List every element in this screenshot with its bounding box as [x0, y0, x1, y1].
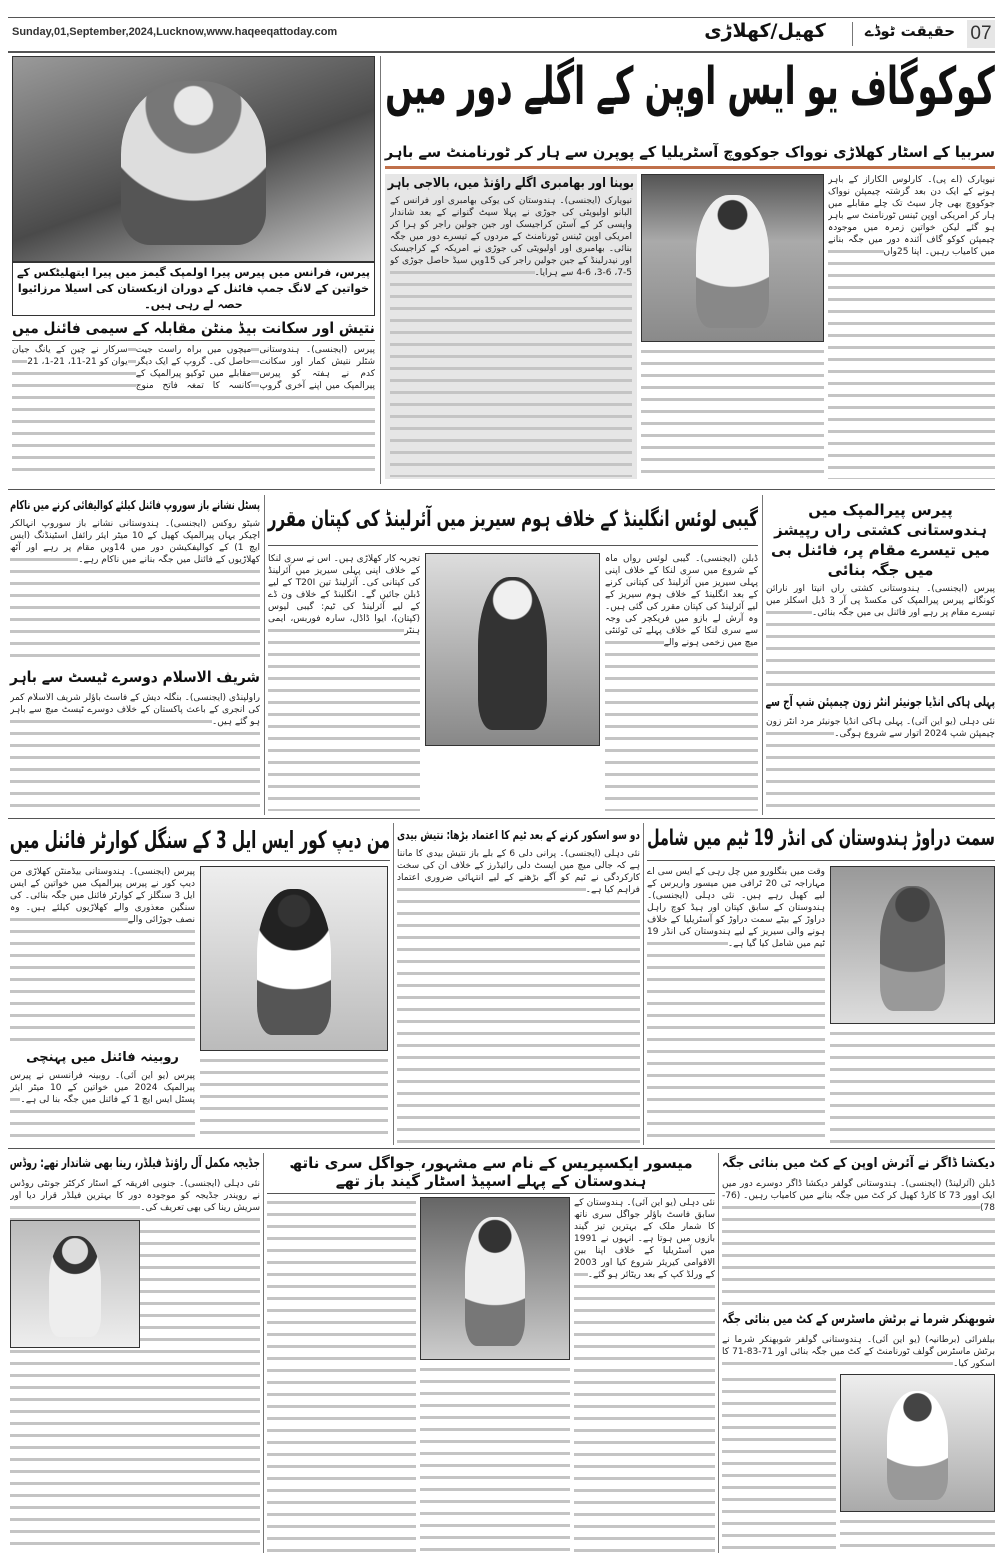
- shubhankar-photo: [840, 1374, 995, 1512]
- lead-headline: کوکوگاف یو ایس اوپن کے اگلے دور میں: [385, 57, 995, 117]
- article-text: نیویارک (اے پی)۔ کارلوس الکاراز کے باہر ہونے کے ایک دن بعد گزشتہ چیمپئن نوواک جوکووچ بھی چار سیٹ تک چلے مقابلے میں ہار کر امریکی اوپن ٹینس ٹورنامنٹ سے باہر ہو گئے لیکن خواتین زمرہ میں موجودہ چیمپئن کوکو گاف آئندہ دور میں جگہ بنانے میں کامیاب رہیں۔ اپنا 25واں: [828, 175, 995, 257]
- shubhankar-article: [722, 1334, 995, 1370]
- dateline: Sunday,01,September,2024,Lucknow,www.haqeeqattoday.com: [12, 26, 338, 38]
- article-text: نئی دہلی (یو این آئی)۔ ہندوستان کے سابق فاسٹ باؤلر جواگل سری ناتھ کا شمار ملک کے بہترین تیز گیند بازوں میں ہوتا ہے۔ انہوں نے 1991 میں آسٹریلیا کے خلاف اپنا بین الاقوامی کیریئر شروع کیا اور 2003 کے ورلڈ کپ کے بعد ریٹائر ہو گئے۔: [574, 1198, 715, 1280]
- shubhankar-headline: شوبھنکر شرما نے برٹش ماسٹرس کے کٹ میں بنائی جگہ: [722, 1312, 995, 1327]
- divider: [263, 1153, 264, 1553]
- mysore-article-mid: [420, 1364, 570, 1552]
- jonty-rhodes-photo: [10, 1220, 140, 1348]
- bopanna-article: [390, 195, 632, 477]
- photo-caption: پیرس، فرانس میں پیرس پیرا اولمپک گیمز میں پیرا ایتھلیٹکس کے خواتین کے لانگ جمپ فائنل کے دوران ازبکستان کی اسیلا مرزائیوا حصہ لے رہی ہیں۔: [12, 262, 375, 316]
- divider: [647, 860, 995, 861]
- mysore-article: [574, 1197, 715, 1552]
- article-text: شیٹو روکس (ایجنسی)۔ ہندوستانی نشانے باز سوروپ انہالکر اچیکر یہاں پیرالمپک کھیل کے 10 میٹر ایئر رائفل اسٹینڈنگ (ایس ایچ 1) کے کوالیفکیشن دور میں 14ویں مقام پر رہے اور آٹھ کھلاڑیوں کے فائنل میں جگہ بنانے میں ناکام رہے۔: [10, 519, 260, 565]
- nitish-article: [397, 848, 640, 1144]
- shubhankar-article-end: [840, 1516, 995, 1552]
- article-text: نئی دہلی (ایجنسی)۔ پرانی دلی 6 کے بلے باز نتیش بیدی کا ماننا ہے کہ جالی میچ میں ایسٹ دلی رائیڈرز کے خلاف ان کی سخت کارکردگی نے ٹیم کو آگے بڑھنے کے لیے انتہائی ضروری اعتماد فراہم کیا ہے۔: [397, 849, 640, 895]
- mysore-express-headline: میسور ایکسپریس کے نام سے مشہور، جواگل سری ناتھ ہندوستان کے پہلے اسپیڈ اسٹار گیند باز تھے: [267, 1154, 715, 1190]
- srinath-photo: [420, 1197, 570, 1360]
- article-text: وقت میں بنگلورو میں چل رہی کے ایس سی اے مہاراجہ ٹی 20 ٹرافی میں میسور واریرس کے لیے کھیل رہے ہیں۔ نئی دہلی (ایجنسی)۔ ہندوستان کے سابق کپتان اور ہیڈ کوچ راہل دراوڑ کے بیٹے سمت دراوڑ کو آسٹریلیا کے خلاف ہونے والی سیریز کے لیے ہندوستان کی انڈر 19 ٹیم میں شامل کیا گیا ہے۔: [647, 867, 825, 949]
- samit-dravid-photo: [830, 866, 995, 1024]
- rubina-headline: روبینہ فائنل میں پہنچی: [10, 1050, 195, 1066]
- divider: [267, 1193, 715, 1194]
- article-text: تجربہ کار کھلاڑی ہیں۔ اس نے سری لنکا کے خلاف اپنی پہلی سیریز میں آئرلینڈ کی کپتانی کی۔ آئرلینڈ تین T20I کے لیے ڈبلن جائیں گے۔ انگلینڈ کے خلاف ون ڈے کے لیے آئرلینڈ کی ٹیم: گیبی لیوس (کپتان)، ایوا ڈاڈل، سارہ فوربس، ایمی ہنٹر: [268, 554, 420, 636]
- wrestling-article: [766, 583, 995, 690]
- shubhankar-article-cont: [722, 1374, 836, 1552]
- coco-gauff-photo: [641, 174, 824, 342]
- mandeep-article-cont: [200, 1055, 388, 1143]
- divider: [762, 495, 763, 815]
- divider: [718, 1153, 719, 1553]
- top-rule: [8, 17, 995, 18]
- ireland-article-left: [268, 553, 420, 811]
- article-text: پیرس (یو این آئی)۔ روبینہ فرانسس نے پیرس پیرالمپک 2024 میں خواتین کے 10 میٹر ایئر پسٹل ایس ایچ 1 کے فائنل میں جگہ بنا لی ہے۔: [10, 1071, 195, 1105]
- article-text: پیرس (ایجنسی)۔ ہندوستانی بیڈمنٹن کھلاڑی من دیپ کور نے پیرس پیرالمپک میں خواتین کے ایس ایل 3 سنگلز کے کوارٹر فائنل میں جگہ بنائی۔ کی سنگین معذوری والے کھلاڑیوں کیلئے ہیں۔ وہ نصف جوڑائی والے: [10, 867, 195, 925]
- badminton-headline: نتیش اور سکانت بیڈ منٹن مقابلہ کے سیمی فائنل میں: [12, 319, 375, 337]
- article-text: پیرس (ایجنسی)۔ ہندوستانی شٹلر نتیش کمار اور سکانت کدم نے ہفتہ کو پیرس پیرالمپک میں اپنے آخری گروپ میچوں میں براہ راست جیت حاصل کی۔ گروپ کے ایک دیگر مقابلے میں ٹوکیو پیرالمپک کے کانسہ کا تمغہ فاتح منوج سرکار نے چین کے یانگ جیان یوان کو 21-11، 21-1، 21: [12, 345, 375, 391]
- masthead-logo: حقیقت ٹوڈے: [864, 22, 956, 40]
- article-text: بیلفرائی (برطانیہ) (یو این آئی)۔ ہندوستانی گولفر شوبھنکر شرما نے برٹش ماسٹرس گولف ٹورنامنٹ کے کٹ میں جگہ بنائی اور 71-83-71 کا اسکور کیا۔: [722, 1335, 995, 1369]
- divider: [8, 818, 995, 819]
- divider: [393, 823, 394, 1145]
- lead-article-cont: [641, 346, 824, 479]
- divider: [268, 545, 758, 546]
- article-text: نئی دہلی (ایجنسی)۔ جنوبی افریقہ کے اسٹار کرکٹر جونٹی روڈس نے رویندر جڈیجہ کو موجودہ دور کا بہترین فیلڈر قرار دیا اور سریش رینا کی بھی تعریف کی۔: [10, 1179, 260, 1213]
- divider: [12, 340, 375, 341]
- header-rule: [8, 51, 995, 53]
- lead-subheadline: سربیا کے اسٹار کھلاڑی نوواک جوکووچ آسٹریلیا کے پوپرن سے ہار کر ٹورنامنٹ سے باہر: [384, 143, 995, 161]
- shariful-headline: شریف الاسلام دوسرے ٹیسٹ سے باہر: [10, 668, 260, 686]
- ireland-article-right: [605, 553, 758, 811]
- bopanna-headline: بوپنا اور بھامبری اگلے راؤنڈ میں، بالاجی باہر: [387, 176, 634, 191]
- divider: [8, 489, 995, 490]
- mandeep-photo: [200, 866, 388, 1051]
- gaby-lewis-photo: [425, 553, 600, 746]
- page-number: 07: [967, 20, 995, 48]
- samit-article: [647, 866, 825, 1144]
- divider: [264, 495, 265, 815]
- hockey-headline: پہلی ہاکی انڈیا جونیئر انٹر زون چیمپئن شپ آج سے: [765, 695, 995, 710]
- jadeja-headline: جڈیجہ مکمل آل راؤنڈ فیلڈر، رینا بھی شاندار تھے: روڈس: [9, 1156, 260, 1171]
- lead-article: [828, 174, 995, 479]
- divider: [380, 56, 381, 484]
- long-jump-photo: [12, 56, 375, 262]
- divider: [852, 22, 853, 46]
- wrestling-headline: پیرس پیرالمپک میں ہندوستانی کشتی راں رپیشز میں تیسرے مقام پر، فائنل بی میں جگہ بنائی: [766, 500, 995, 580]
- shariful-article: [10, 692, 260, 814]
- divider: [10, 860, 390, 861]
- accent-rule: [385, 166, 995, 169]
- divider: [643, 823, 644, 1145]
- article-text: نئی دہلی (یو این آئی)۔ پہلی ہاکی انڈیا جونیئر مرد انٹر زون چیمپئن شپ 2024 اتوار سے شروع ہوگی۔: [766, 717, 995, 739]
- section-title: کھیل/کھلاڑی: [704, 20, 826, 42]
- mandeep-headline: من دیپ کور ایس ایل 3 کے سنگل کوارٹر فائنل میں: [9, 826, 390, 854]
- pistol-article: [10, 518, 260, 658]
- hockey-article: [766, 716, 995, 814]
- ireland-headline: گیبی لوئس انگلینڈ کے خلاف ہوم سیریز میں آئرلینڈ کی کپتان مقرر: [267, 507, 758, 532]
- samit-article-cont: [830, 1028, 995, 1144]
- nitish-headline: دو سو اسکور کرنے کے بعد ٹیم کا اعتماد بڑھا: نتیش بیدی: [397, 828, 640, 842]
- article-text: ڈبلن (ایجنسی)۔ گیبی لوئس رواں ماہ کے شروع میں سری لنکا کے خلاف اپنی پہلی سیریز میں آئرلینڈ کی کپتانی کرنے کے بعد انگلینڈ کے خلاف ہوم سیریز کے لیے آئرلینڈ کی کپتان مقرر کی گئی ہیں۔ وہ آرش لے بازو میں فریکچر کی وجہ سے سری لنکا کے خلاف پہلے ٹی ٹوئنٹی میچ میں زخمی ہونے والے: [605, 554, 758, 648]
- diksha-headline: دیکشا ڈاگر نے آئرش اوپن کے کٹ میں بنائی جگہ: [721, 1156, 995, 1171]
- article-text: ڈبلن (آئرلینڈ) (ایجنسی)۔ ہندوستانی گولفر دیکشا ڈاگر دوسرے دور میں ایک اوور 73 کا کارڈ کھیل کر کٹ میں جگہ بنانے میں کامیاب رہیں۔ (76-78): [722, 1179, 995, 1213]
- diksha-article: [722, 1178, 995, 1306]
- rubina-article: [10, 1070, 195, 1143]
- mandeep-article: [10, 866, 195, 1046]
- badminton-article: [12, 344, 375, 480]
- article-text: راولپنڈی (ایجنسی)۔ بنگلہ دیش کے فاسٹ باؤلر شریف الاسلام کمر کی انجری کے باعث پاکستان کے خلاف دوسرے ٹیسٹ میچ سے باہر ہو گئے ہیں۔: [10, 693, 260, 727]
- divider: [8, 1148, 995, 1149]
- mysore-article-left: [267, 1197, 416, 1552]
- pistol-headline: پسٹل نشانے باز سوروپ فائنل کیلئے کوالیفائی کرنے میں ناکام: [10, 498, 260, 512]
- samit-headline: سمت دراوڑ ہندوستان کی انڈر 19 ٹیم میں شامل: [647, 826, 995, 851]
- article-text: نیویارک (ایجنسی)۔ ہندوستان کی یوکی بھامبری اور فرانس کے البانو اولیویٹی کی جوڑی نے پہلا سیٹ گنوانے کے بعد شاندار واپسی کر کے آسٹن کراجیسک اور جین جولین راجر کو ہرا کر امریکی اوپن ٹینس ٹورنامنٹ کے مردوں کے تیسرے دور میں جگہ بنائی۔ بھامبری اور اولیویٹی کی جوڑی نے امریکہ کے کراجیسک اور نیدرلینڈ کے جین جولین راجر کی 15ویں سیڈ حاصل جوڑی کو 5-7، 6-3، 6-4 سے ہرایا۔: [390, 196, 632, 278]
- article-text: پیرس (ایجنسی)۔ ہندوستانی کشتی راں انیتا اور نارائن کونگانے پیرس پیرالمپک کی مکسڈ پی آر 3 ڈبل اسکلز میں تیسرے مقام پر رہے اور فائنل بی میں جگہ بنائی۔: [766, 584, 995, 618]
